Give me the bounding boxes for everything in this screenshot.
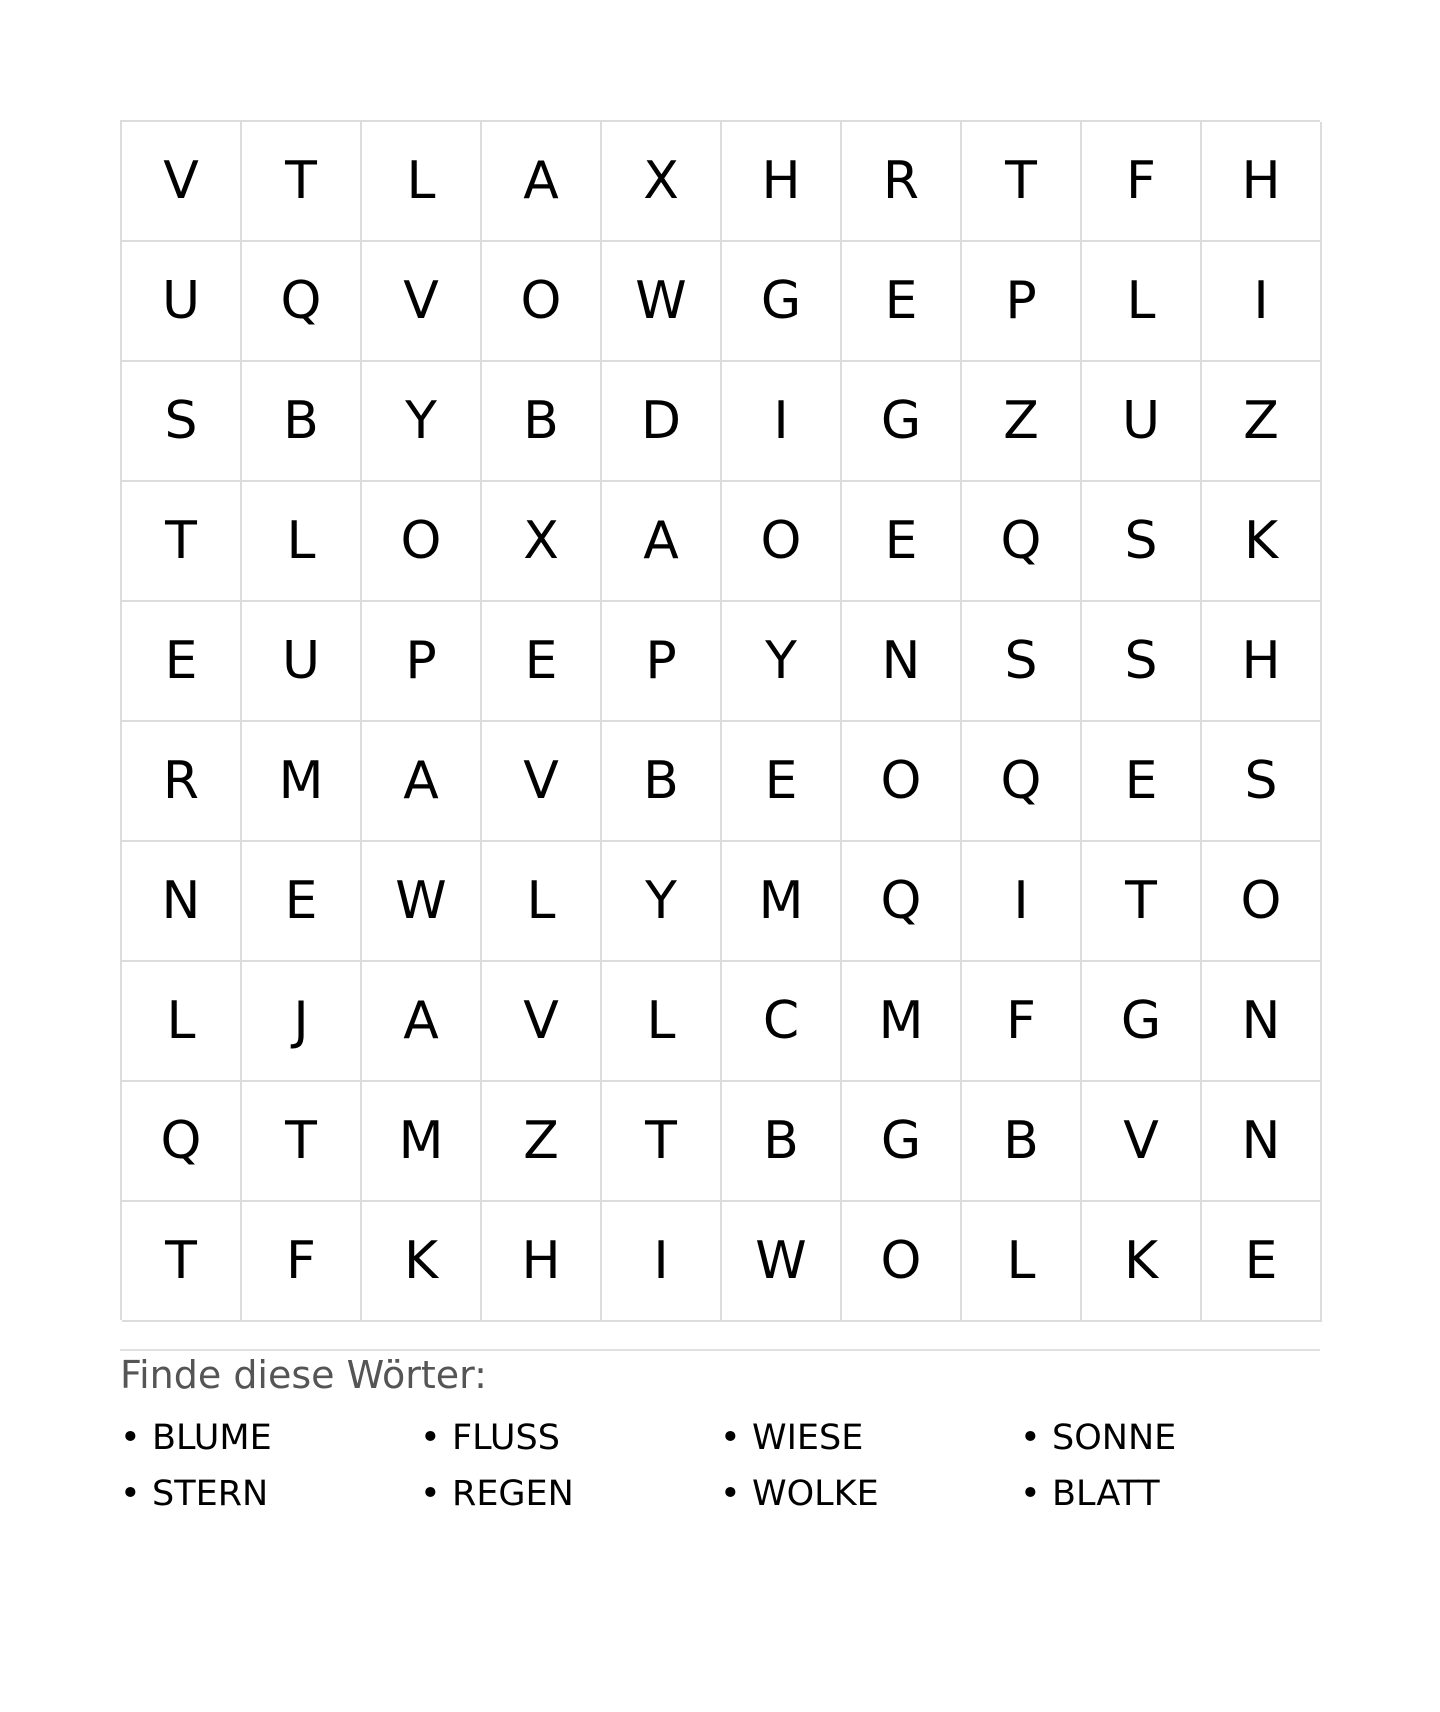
grid-cell[interactable]: G	[842, 362, 962, 482]
grid-cell[interactable]: N	[122, 842, 242, 962]
grid-cell[interactable]: E	[842, 482, 962, 602]
grid-cell[interactable]: G	[722, 242, 842, 362]
grid-cell[interactable]: O	[482, 242, 602, 362]
grid-cell[interactable]: W	[602, 242, 722, 362]
grid-cell[interactable]: A	[362, 962, 482, 1082]
grid-cell[interactable]: B	[602, 722, 722, 842]
grid-cell[interactable]: V	[122, 122, 242, 242]
grid-cell[interactable]: W	[722, 1202, 842, 1322]
word-label: BLATT	[1052, 1474, 1160, 1514]
word-list-item	[120, 1410, 420, 1466]
word-label: FLUSS	[452, 1418, 560, 1458]
word-list-item	[420, 1410, 720, 1466]
grid-cell[interactable]: T	[962, 122, 1082, 242]
grid-cell[interactable]: M	[722, 842, 842, 962]
grid-cell[interactable]: M	[842, 962, 962, 1082]
grid-cell[interactable]: L	[362, 122, 482, 242]
grid-cell[interactable]: Q	[242, 242, 362, 362]
grid-cell[interactable]: E	[482, 602, 602, 722]
grid-cell[interactable]: K	[1082, 1202, 1202, 1322]
grid-cell[interactable]: N	[1202, 962, 1322, 1082]
bullet-icon: •	[120, 1474, 141, 1514]
grid-cell[interactable]: A	[482, 122, 602, 242]
grid-cell[interactable]: S	[962, 602, 1082, 722]
grid-cell[interactable]: V	[482, 962, 602, 1082]
grid-cell[interactable]: M	[362, 1082, 482, 1202]
grid-cell[interactable]: F	[242, 1202, 362, 1322]
word-list-title: Finde diese Wörter:	[120, 1353, 487, 1397]
grid-cell[interactable]: L	[482, 842, 602, 962]
divider	[120, 1349, 1320, 1351]
bullet-icon: •	[420, 1418, 441, 1458]
grid-cell[interactable]: F	[1082, 122, 1202, 242]
grid-cell[interactable]: H	[1202, 122, 1322, 242]
word-list-item	[120, 1466, 420, 1522]
grid-cell[interactable]: Q	[962, 722, 1082, 842]
word-list-item	[1020, 1466, 1320, 1522]
grid-cell[interactable]: Z	[1202, 362, 1322, 482]
grid-cell[interactable]: D	[602, 362, 722, 482]
word-list-item	[720, 1466, 1020, 1522]
grid-cell[interactable]: T	[1082, 842, 1202, 962]
word-label: BLUME	[152, 1418, 272, 1458]
grid-cell[interactable]: B	[962, 1082, 1082, 1202]
grid-cell[interactable]: Q	[962, 482, 1082, 602]
grid-cell[interactable]: G	[842, 1082, 962, 1202]
grid-cell[interactable]: V	[1082, 1082, 1202, 1202]
grid-cell[interactable]: Q	[842, 842, 962, 962]
word-label: WOLKE	[752, 1474, 879, 1514]
grid-cell[interactable]: H	[482, 1202, 602, 1322]
grid-cell[interactable]: T	[122, 1202, 242, 1322]
word-label: REGEN	[452, 1474, 574, 1514]
grid-cell[interactable]: O	[722, 482, 842, 602]
grid-cell[interactable]: O	[842, 1202, 962, 1322]
grid-cell[interactable]: Q	[122, 1082, 242, 1202]
grid-cell[interactable]: E	[722, 722, 842, 842]
grid-cell[interactable]: M	[242, 722, 362, 842]
grid-cell[interactable]: Y	[722, 602, 842, 722]
word-list-item	[420, 1466, 720, 1522]
grid-cell[interactable]: Y	[602, 842, 722, 962]
grid-cell[interactable]: Z	[482, 1082, 602, 1202]
grid-cell[interactable]: S	[1082, 602, 1202, 722]
grid-cell[interactable]: S	[1202, 722, 1322, 842]
grid-cell[interactable]: O	[1202, 842, 1322, 962]
word-list-item	[720, 1410, 1020, 1466]
word-label: STERN	[152, 1474, 269, 1514]
grid-cell[interactable]: W	[362, 842, 482, 962]
grid-cell[interactable]: S	[1082, 482, 1202, 602]
grid-cell[interactable]: O	[842, 722, 962, 842]
grid-cell[interactable]: L	[1082, 242, 1202, 362]
word-label: SONNE	[1052, 1418, 1177, 1458]
grid-cell[interactable]: S	[122, 362, 242, 482]
grid-cell[interactable]: B	[242, 362, 362, 482]
grid-cell[interactable]: P	[962, 242, 1082, 362]
grid-cell[interactable]: G	[1082, 962, 1202, 1082]
grid-cell[interactable]: F	[962, 962, 1082, 1082]
grid-cell[interactable]: U	[122, 242, 242, 362]
grid-cell[interactable]: H	[722, 122, 842, 242]
grid-cell[interactable]: T	[242, 122, 362, 242]
grid-cell[interactable]: E	[242, 842, 362, 962]
grid-cell[interactable]: N	[842, 602, 962, 722]
word-search-grid	[120, 120, 1320, 1320]
grid-cell[interactable]: E	[1082, 722, 1202, 842]
grid-cell[interactable]: P	[602, 602, 722, 722]
grid-cell[interactable]: A	[362, 722, 482, 842]
grid-cell[interactable]: H	[1202, 602, 1322, 722]
grid-cell[interactable]: Z	[962, 362, 1082, 482]
grid-cell[interactable]: L	[602, 962, 722, 1082]
grid-cell[interactable]: T	[242, 1082, 362, 1202]
grid-cell[interactable]: C	[722, 962, 842, 1082]
grid-cell[interactable]: N	[1202, 1082, 1322, 1202]
grid-cell[interactable]: K	[362, 1202, 482, 1322]
grid-cell[interactable]: B	[482, 362, 602, 482]
grid-cell[interactable]: P	[362, 602, 482, 722]
bullet-icon: •	[1020, 1418, 1041, 1458]
bullet-icon: •	[420, 1474, 441, 1514]
grid-cell[interactable]: X	[482, 482, 602, 602]
grid-cell[interactable]: O	[362, 482, 482, 602]
grid-cell[interactable]: I	[962, 842, 1082, 962]
grid-cell[interactable]: E	[1202, 1202, 1322, 1322]
grid-cell[interactable]: R	[842, 122, 962, 242]
bullet-icon: •	[720, 1418, 741, 1458]
word-list-item	[1020, 1410, 1320, 1466]
grid-cell[interactable]: U	[242, 602, 362, 722]
grid-cell[interactable]: I	[722, 362, 842, 482]
bullet-icon: •	[720, 1474, 741, 1514]
grid-cell[interactable]: B	[722, 1082, 842, 1202]
grid-cell[interactable]: Y	[362, 362, 482, 482]
bullet-icon: •	[1020, 1474, 1041, 1514]
grid-cell[interactable]: A	[602, 482, 722, 602]
grid-cell[interactable]: L	[962, 1202, 1082, 1322]
grid-cell[interactable]: L	[242, 482, 362, 602]
grid-cell[interactable]: I	[602, 1202, 722, 1322]
word-label: WIESE	[752, 1418, 864, 1458]
grid-cell[interactable]: T	[602, 1082, 722, 1202]
grid-cell[interactable]: E	[842, 242, 962, 362]
grid-cell[interactable]: U	[1082, 362, 1202, 482]
grid-cell[interactable]: I	[1202, 242, 1322, 362]
grid-cell[interactable]: E	[122, 602, 242, 722]
grid-cell[interactable]: T	[122, 482, 242, 602]
grid-cell[interactable]: K	[1202, 482, 1322, 602]
word-list	[120, 1410, 1320, 1522]
grid-cell[interactable]: L	[122, 962, 242, 1082]
bullet-icon: •	[120, 1418, 141, 1458]
grid-cell[interactable]: V	[362, 242, 482, 362]
grid-cell[interactable]: X	[602, 122, 722, 242]
grid-cell[interactable]: J	[242, 962, 362, 1082]
grid-cell[interactable]: V	[482, 722, 602, 842]
grid-cell[interactable]: R	[122, 722, 242, 842]
